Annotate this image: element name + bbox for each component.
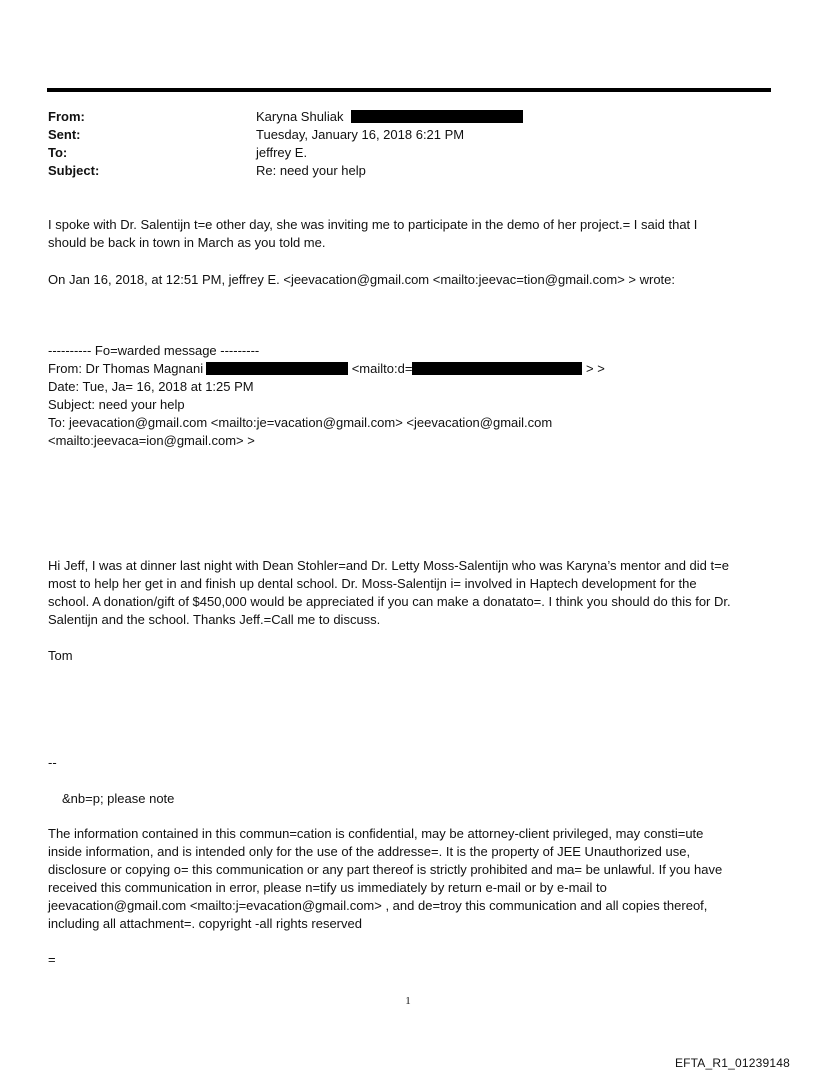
message-line: Hi Jeff, I was at dinner last night with Dean Stohler=and Dr. Letty Moss-Salentijn who was Karyna’s mentor and did t=e (48, 558, 729, 573)
to-label: To: (48, 145, 68, 160)
from-label: From: (48, 109, 85, 124)
forwarded-header (48, 342, 778, 450)
reply-paragraph (48, 216, 778, 252)
redaction-bar (351, 110, 523, 123)
to-value: jeffrey E. (256, 145, 308, 160)
signoff-name: Tom (48, 648, 73, 663)
forwarded-from-tail: > > (586, 361, 605, 376)
body-line: should be back in town in March as you told me. (48, 235, 326, 250)
disclaimer-line: disclosure or copying o= this communication or any part thereof is strictly prohibited and ma= be unlawful. If you have (48, 862, 723, 877)
disclaimer-line: The information contained in this commun=cation is confidential, may be attorney-client privileged, may consti=ute (48, 826, 704, 841)
page-number: 1 (405, 995, 411, 1007)
please-note: &nb=p; please note (62, 791, 175, 806)
subject-value: Re: need your help (256, 163, 366, 178)
disclaimer (48, 825, 778, 933)
forwarded-from (48, 360, 778, 378)
redaction-bar (412, 362, 582, 375)
header-divider-rule (47, 88, 771, 92)
forwarded-from-name: From: Dr Thomas Magnani (48, 361, 204, 376)
signature-dashes: -- (48, 755, 57, 770)
quoted-reply-line (48, 271, 778, 289)
forwarded-marker: ---------- Fo=warded message --------- (48, 343, 260, 358)
disclaimer-line: received this communication in error, please n=tify us immediately by return e-mail or by e-mail to (48, 880, 607, 895)
sent-label: Sent: (48, 127, 81, 142)
signoff (48, 647, 778, 665)
from-name: Karyna Shuliak (256, 109, 344, 124)
forwarded-from-mailto: <mailto:d= (351, 361, 413, 376)
trailing-equals: = (48, 952, 56, 967)
forwarded-subject: Subject: need your help (48, 397, 185, 412)
message-line: school. A donation/gift of $450,000 would be appreciated if you can make a donatato=. I think you should do this for Dr. (48, 594, 731, 609)
forwarded-to-cont: <mailto:jeevaca=ion@gmail.com> > (48, 433, 255, 448)
subject-label: Subject: (48, 163, 100, 178)
from-value (256, 108, 523, 126)
document-id: EFTA_R1_01239148 (674, 1056, 790, 1070)
disclaimer-line: including all attachment=. copyright -all rights reserved (48, 916, 362, 931)
disclaimer-line: inside information, and is intended only for the use of the addresse=. It is the property of JEE Unauthorized use, (48, 844, 691, 859)
message-line: most to help her get in and finish up dental school. Dr. Moss-Salentijn i= involved in Haptech development for the (48, 576, 697, 591)
forwarded-to: To: jeevacation@gmail.com <mailto:je=vacation@gmail.com> <jeevacation@gmail.com (48, 415, 553, 430)
sent-value: Tuesday, January 16, 2018 6:21 PM (256, 127, 465, 142)
disclaimer-line: jeevacation@gmail.com <mailto:j=evacation@gmail.com> , and de=troy this communication and all copies thereof, (48, 898, 708, 913)
message-line: Salentijn and the school. Thanks Jeff.=Call me to discuss. (48, 612, 381, 627)
redaction-bar (206, 362, 348, 375)
message-paragraph (48, 557, 778, 629)
body-line: I spoke with Dr. Salentijn t=e other day, she was inviting me to participate in the demo of her project.= I said that I (48, 217, 698, 232)
forwarded-date: Date: Tue, Ja= 16, 2018 at 1:25 PM (48, 379, 254, 394)
reply-attribution: On Jan 16, 2018, at 12:51 PM, jeffrey E. <jeevacation@gmail.com <mailto:jeevac=tion@gmail.com> > wrote: (48, 272, 676, 287)
